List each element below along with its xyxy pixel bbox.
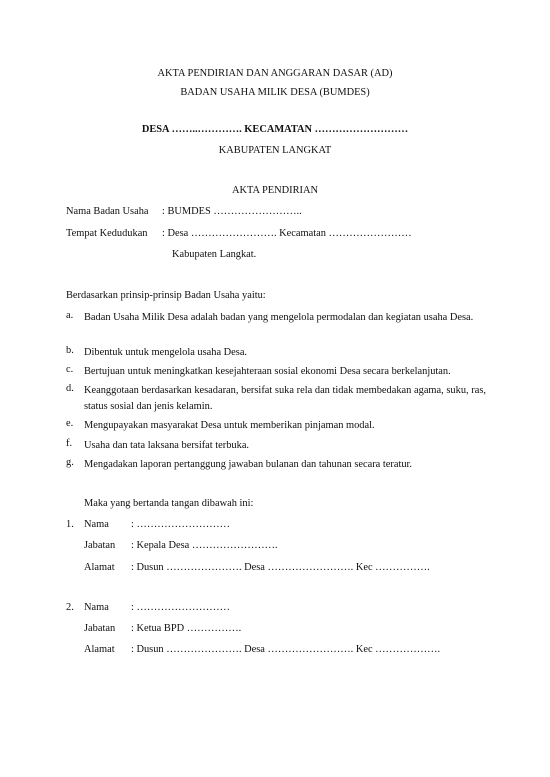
header-line-1: AKTA PENDIRIAN DAN ANGGARAN DASAR (AD) [157, 68, 393, 79]
signatory-name-value: : ……………………… [131, 519, 231, 530]
signatory-number: 1. [66, 519, 74, 530]
list-item: Usaha dan tata laksana bersifat terbuka. [84, 440, 250, 451]
list-item: Mengadakan laporan pertanggung jawaban bulanan dan tahunan secara teratur. [84, 459, 413, 470]
list-marker: d. [66, 383, 74, 394]
header-line-4: KABUPATEN LANGKAT [218, 145, 332, 156]
header-line-2: BADAN USAHA MILIK DESA (BUMDES) [180, 87, 370, 98]
principles-intro: Berdasarkan prinsip-prinsip Badan Usaha yaitu: [66, 290, 266, 301]
signatories-intro: Maka yang bertanda tangan dibawah ini: [84, 498, 254, 509]
name-label: Nama Badan Usaha [66, 206, 149, 217]
list-item: Bertujuan untuk meningkatkan kesejahteraan sosial ekonomi Desa secara berkelanjutan. [84, 366, 451, 377]
signatory-role-label: Jabatan [84, 540, 116, 551]
signatory-address-value: : Dusun …………………. Desa ……………………. Kec ……………. [131, 562, 430, 573]
list-marker: f. [66, 438, 73, 449]
signatory-role-value: : Kepala Desa ……………………. [131, 540, 278, 551]
signatory-role-label: Jabatan [84, 623, 116, 634]
signatory-name-label: Nama [84, 602, 109, 613]
seat-label: Tempat Kedudukan [66, 228, 148, 239]
signatory-name-label: Nama [84, 519, 109, 530]
list-marker: a. [66, 310, 74, 321]
signatory-name-value: : ……………………… [131, 602, 231, 613]
list-item: Badan Usaha Milik Desa adalah badan yang mengelola permodalan dan kegiatan usaha Desa. [84, 312, 474, 323]
signatory-address-value: : Dusun …………………. Desa ……………………. Kec ………………. [131, 644, 441, 655]
signatory-role-value: : Ketua BPD ……………. [131, 623, 242, 634]
list-marker: c. [66, 364, 74, 375]
list-marker: e. [66, 418, 74, 429]
header-line-3: DESA ……..…………. KECAMATAN ……………………… [141, 124, 409, 135]
list-item: Dibentuk untuk mengelola usaha Desa. [84, 347, 248, 358]
signatory-address-label: Alamat [84, 562, 115, 573]
name-value: : BUMDES …………………….. [162, 206, 302, 217]
seat-value-line-2: Kabupaten Langkat. [172, 249, 257, 260]
signatory-address-label: Alamat [84, 644, 115, 655]
list-marker: b. [66, 345, 74, 356]
list-item: Mengupayakan masyarakat Desa untuk memberikan pinjaman modal. [84, 420, 375, 431]
section-title: AKTA PENDIRIAN [231, 185, 319, 196]
seat-value: : Desa ……………………. Kecamatan …………………… [162, 228, 412, 239]
list-item: Keanggotaan berdasarkan kesadaran, bersifat suka rela dan tidak membedakan agama, suku, ras, status sosial dan jenis kelamin. [84, 385, 486, 412]
signatory-number: 2. [66, 602, 74, 613]
list-marker: g. [66, 457, 74, 468]
